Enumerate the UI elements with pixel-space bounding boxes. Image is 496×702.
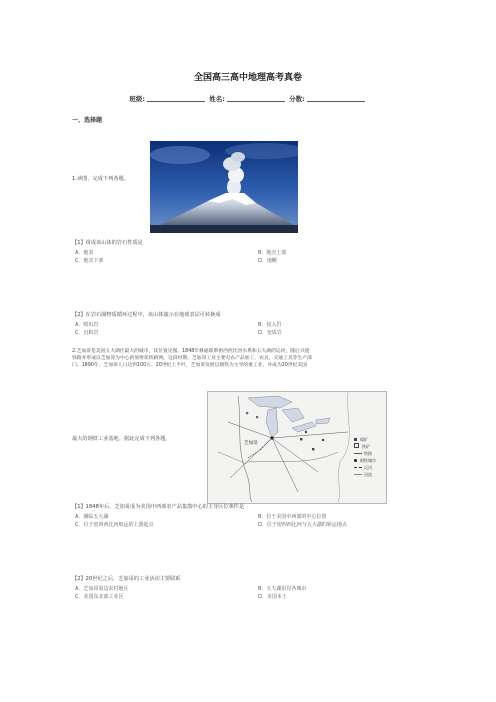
- legend-item-steel-city: 钢铁城市: [354, 457, 376, 464]
- q1-sub1-option-a[interactable]: A．地表: [75, 250, 94, 256]
- great-lakes-map: [207, 391, 387, 504]
- q2-sub2-option-c[interactable]: C．美国东北部工业区: [75, 594, 124, 600]
- q2-sub1-option-d[interactable]: D．位于密西西比河与五大湖的转运地点: [258, 522, 347, 528]
- q1-sub2-option-b[interactable]: B．侵入岩: [258, 322, 282, 328]
- q2-sub1-option-c[interactable]: C．位于密西西比河航运的上游起点: [75, 522, 154, 528]
- volcano-photo: [150, 141, 298, 233]
- q2-sub1-option-b[interactable]: B．位于美国中西部的中心位置: [258, 514, 327, 520]
- student-info-row: [0, 94, 496, 103]
- q1-sub1-label: 【1】组成该山体的岩石性质是: [72, 240, 143, 246]
- legend-item-river: 河流: [354, 471, 376, 478]
- q1-sub1-option-d[interactable]: D．地幔: [258, 258, 277, 264]
- class-blank: [147, 101, 205, 102]
- class-label: 班级:: [129, 95, 145, 103]
- q1-sub2-label: 【2】在岩石圈物质循环过程中，该山体演示在地球表层可转换成: [72, 312, 221, 318]
- q1-sub1-option-c[interactable]: C．地壳下部: [75, 258, 104, 264]
- q1-sub2-option-d[interactable]: D．变质岩: [258, 330, 282, 336]
- q1-sub1-option-b[interactable]: B．地壳上部: [258, 250, 287, 256]
- q2-sub1-label: 【1】1848年后，芝加哥成为美国中西部农产品集散中心的主导区位条件是: [72, 504, 245, 510]
- legend-item-canal: 运河: [354, 464, 376, 471]
- q2-sub2-label: 【2】20世纪之后，芝加哥的工业活动主要联系: [72, 576, 181, 582]
- q2-stem-line4: 最大的钢铁工业基地。据此完成下列各题。: [72, 436, 171, 442]
- score-label: 分数:: [289, 95, 305, 103]
- q1-sub2-option-c[interactable]: C．沉积岩: [75, 330, 99, 336]
- q2-sub1-option-a[interactable]: A．濒临五大湖: [75, 514, 109, 520]
- q2-stem-line1: 2.芝加哥是美国五大湖区最大的城市，其位置见图。1848年修通联系密西西比河水系和五大湖的运河，随后兴建: [72, 349, 310, 354]
- name-label: 姓名:: [209, 95, 225, 103]
- q2-sub2-option-a[interactable]: A．芝加哥周边农村地区: [75, 586, 129, 592]
- legend-item-coal: 煤矿: [354, 436, 376, 443]
- q2-sub2-option-b[interactable]: B．五大湖沿岸各城市: [258, 586, 307, 592]
- name-blank: [227, 101, 285, 102]
- map-legend: [354, 436, 376, 478]
- legend-item-railway: 铁路: [354, 450, 376, 457]
- section-heading: 一、选择题: [72, 117, 103, 124]
- q1-stem: 1.读图，完成下列各题。: [72, 176, 129, 182]
- q1-sub2-option-a[interactable]: A．喷出岩: [75, 322, 99, 328]
- q2-sub2-option-d[interactable]: D．美国本土: [258, 594, 287, 600]
- page-title: 全国高三高中地理高考真卷: [193, 73, 302, 83]
- score-blank: [307, 101, 365, 102]
- legend-item-iron: 铁矿: [354, 443, 376, 450]
- q2-stem-line2: 铁路并形成以芝加哥为中心的放射状铁路网。这段时期，芝加哥工业主要有农产品加工、农具、交通工具等生产部: [72, 356, 312, 361]
- q2-stem-line3: 门。1890年，芝加哥人口达到100万。20世纪上半叶，芝加哥发展以钢铁为主导的重工业，并成为20世纪美国: [72, 363, 308, 368]
- map-city-label: 芝加哥: [244, 441, 258, 446]
